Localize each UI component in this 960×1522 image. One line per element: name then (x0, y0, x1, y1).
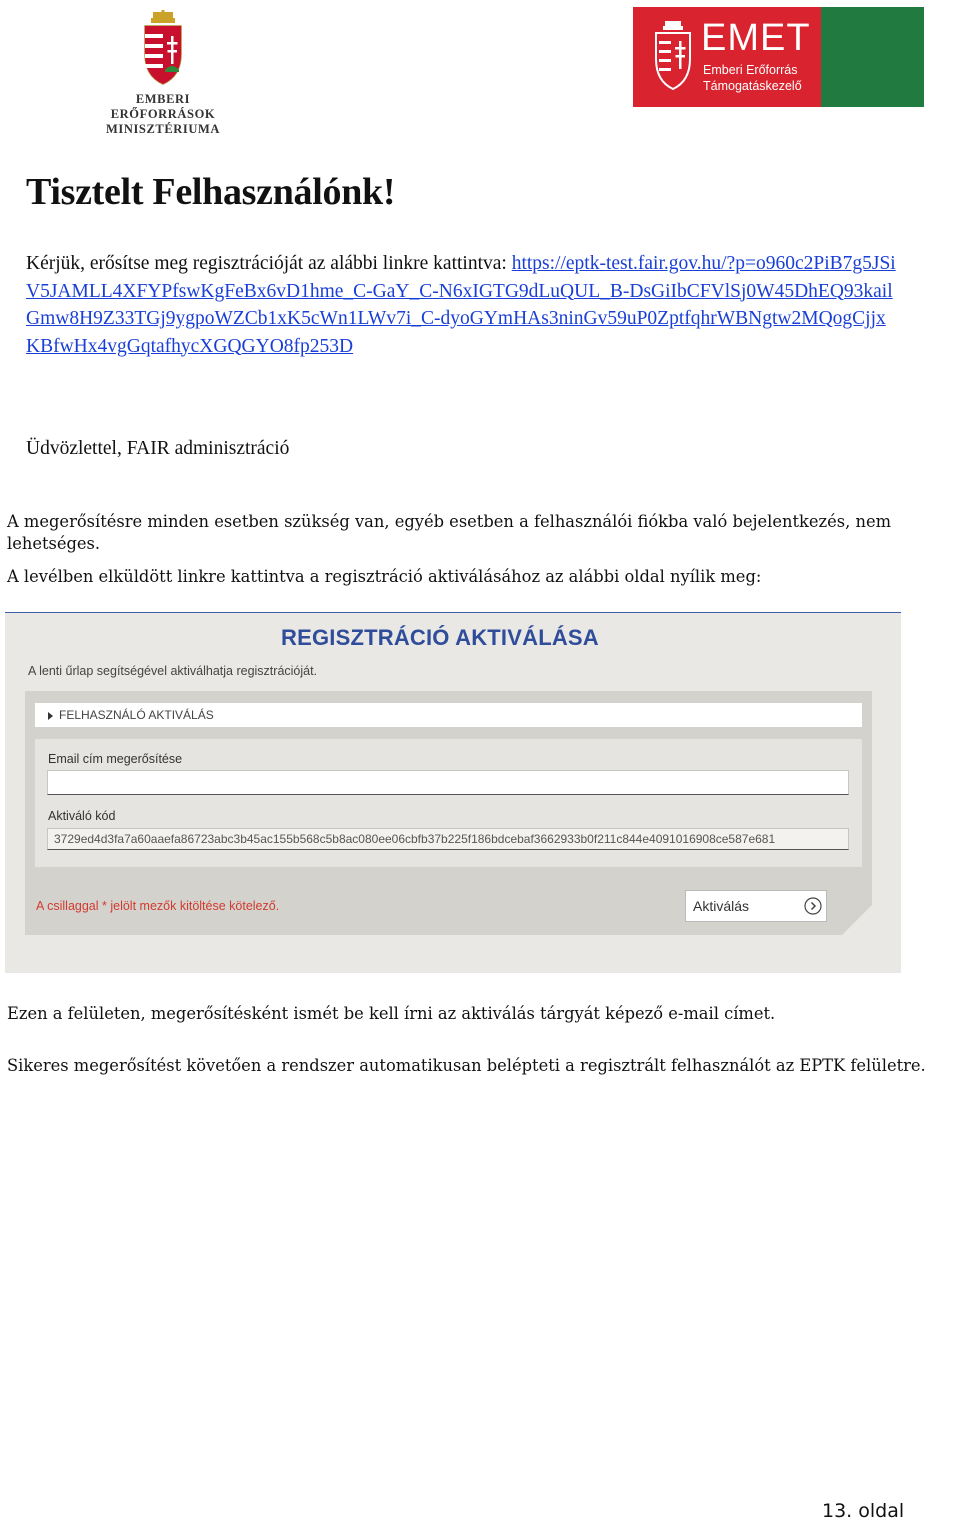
activation-link[interactable]: https://eptk-test.fair.gov.hu/?p=o960c2PiB7g5JSiV5JAMLL4XFYPfswKgFeBx6vD1hme_C-GaY_C-N6xIGTG9dLuQUL_B-DsGiIbCFVlSj0W45DhEQ93kailGmw8H9Z33TGj9ygpoWZCb1xK5cWn1LWv7i_C-dyoGYmHAs3ninGv59uP0ZptfqhrWBNgtw2MQogCjjxKBfwHx4vgGqtafhycXGQGYO8fp253D (26, 253, 896, 357)
email-body (26, 250, 896, 360)
emmi-name (82, 92, 244, 137)
email-confirm-label: Email cím megerősítése (48, 752, 183, 766)
activation-code-input[interactable]: 3729ed4d3fa7a60aaefa86723abc3b45ac155b568c5b8ac080ee06cbfb37b225f186bdcebaf3662933b0f211c844e4091016908ce587e681 (47, 828, 849, 850)
email-greeting: Tisztelt Felhasználónk! (26, 171, 396, 213)
triangle-right-icon (48, 712, 53, 720)
emet-logo-green-block (821, 7, 924, 107)
activation-fieldset (35, 739, 862, 867)
emet-logo-red-block (633, 7, 821, 107)
activation-form-panel (25, 691, 872, 935)
section-title: FELHASZNÁLÓ AKTIVÁLÁS (59, 708, 214, 722)
paragraph-link-opens-page: A levélben elküldött linkre kattintva a regisztráció aktiválásához az alábbi oldal nyílik meg: (7, 567, 762, 586)
paragraph-reenter-email: Ezen a felületen, megerősítésként ismét be kell írni az aktiválás tárgyát képező e-mail címet. (7, 1004, 776, 1023)
required-fields-note: A csillaggal * jelölt mezők kitöltése kötelező. (36, 899, 280, 913)
emet-title: EMET (701, 17, 811, 59)
emet-subtitle (703, 62, 802, 94)
activation-code-label: Aktiváló kód (48, 809, 116, 823)
paragraph-auto-login: Sikeres megerősítést követően a rendszer automatikusan belépteti a regisztrált felhasználót az EPTK felületre. (7, 1056, 926, 1075)
activation-intro: A lenti űrlap segítségével aktiválhatja regisztrációját. (28, 664, 318, 678)
activation-page-screenshot (5, 612, 901, 973)
emet-crest-icon (653, 19, 693, 91)
paragraph-confirmation-required: A megerősítésre minden esetben szükség van, egyéb esetben a felhasználói fiókba való bejelentkezés, nem lehetséges. (7, 512, 892, 553)
user-activation-section-header[interactable] (35, 703, 862, 727)
emet-logo (633, 7, 924, 107)
email-signature: Üdvözlettel, FAIR adminisztráció (26, 438, 290, 459)
email-confirm-input[interactable] (47, 770, 849, 795)
activation-title: REGISZTRÁCIÓ AKTIVÁLÁSA (281, 625, 599, 650)
emmi-name-line2: MINISZTÉRIUMA (105, 122, 221, 136)
page-curl-corner (842, 905, 872, 935)
emmi-logo (82, 10, 244, 136)
chevron-right-circle-icon (804, 897, 822, 915)
activate-button-label: Aktiválás (693, 898, 750, 914)
emet-subtitle-line1: Emberi Erőforrás (703, 63, 798, 77)
emmi-name-line1: EMBERI ERŐFORRÁSOK (110, 92, 216, 121)
emet-subtitle-line2: Támogatáskezelő (703, 79, 802, 93)
activate-button[interactable] (685, 890, 827, 922)
page-number: 13. oldal (822, 1500, 905, 1522)
email-intro: Kérjük, erősítse meg regisztrációját az alábbi linkre kattintva: (26, 253, 512, 274)
hungarian-coat-of-arms-icon (141, 10, 185, 86)
